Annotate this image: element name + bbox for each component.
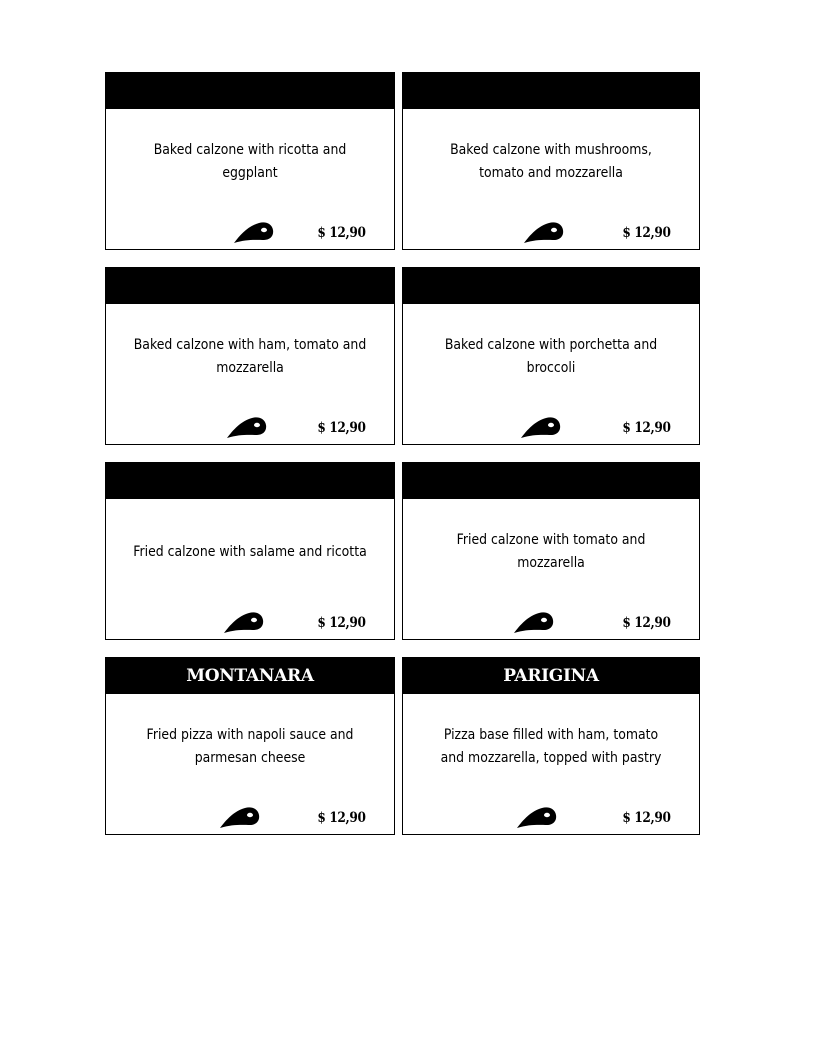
plague-doctor-mask-icon xyxy=(218,804,260,830)
menu-item-card xyxy=(402,72,700,250)
menu-item-description: Fried calzone with salame and ricotta xyxy=(133,543,367,560)
menu-item-description: Fried calzone with tomato and mozzarella xyxy=(456,532,646,571)
plague-doctor-mask-icon xyxy=(515,804,557,830)
plague-doctor-mask-icon xyxy=(512,609,554,635)
plague-doctor-mask-icon xyxy=(222,609,264,635)
menu-item-card xyxy=(402,657,700,835)
menu-item-price: $ 12,90 xyxy=(622,420,671,436)
plague-doctor-mask-icon xyxy=(232,219,274,245)
menu-item-title xyxy=(106,268,394,304)
menu-item-price: $ 12,90 xyxy=(317,420,366,436)
menu-item-description-box xyxy=(431,499,672,605)
menu-item-description-box xyxy=(133,109,367,215)
menu-item-title xyxy=(106,463,394,499)
menu-grid xyxy=(105,72,700,835)
menu-item-description: Baked calzone with mushrooms, tomato and mozzarella xyxy=(450,142,652,181)
menu-item-card xyxy=(402,267,700,445)
menu-item-description-box xyxy=(431,109,672,215)
menu-item-description-box xyxy=(133,499,367,605)
menu-item-price: $ 12,90 xyxy=(622,810,671,826)
menu-item-title xyxy=(403,463,699,499)
menu-item-price: $ 12,90 xyxy=(317,225,366,241)
plague-doctor-mask-icon xyxy=(225,414,267,440)
menu-item-price: $ 12,90 xyxy=(317,810,366,826)
menu-item-title: MONTANARA xyxy=(106,658,394,694)
menu-item-description: Baked calzone with ricotta and eggplant xyxy=(153,142,347,181)
menu-item-description: Baked calzone with ham, tomato and mozzarella xyxy=(133,337,367,376)
menu-item-price: $ 12,90 xyxy=(317,615,366,631)
plague-doctor-mask-icon xyxy=(522,219,564,245)
menu-item-card xyxy=(105,267,395,445)
menu-item-title: PARIGINA xyxy=(403,658,699,694)
menu-item-description: Baked calzone with porchetta and broccoli xyxy=(444,337,658,376)
menu-item-price: $ 12,90 xyxy=(622,615,671,631)
menu-item-card xyxy=(105,462,395,640)
menu-item-description-box xyxy=(133,694,367,800)
plague-doctor-mask-icon xyxy=(519,414,561,440)
menu-item-description: Fried pizza with napoli sauce and parmesan cheese xyxy=(146,727,354,766)
menu-item-price: $ 12,90 xyxy=(622,225,671,241)
menu-item-card xyxy=(105,72,395,250)
menu-item-description: Pizza base filled with ham, tomato and mozzarella, topped with pastry xyxy=(440,727,662,766)
menu-item-description-box xyxy=(431,694,672,800)
menu-item-description-box xyxy=(431,304,672,410)
menu-item-title xyxy=(403,73,699,109)
menu-item-title xyxy=(403,268,699,304)
menu-item-card xyxy=(402,462,700,640)
menu-item-card xyxy=(105,657,395,835)
menu-item-description-box xyxy=(133,304,367,410)
menu-item-title xyxy=(106,73,394,109)
